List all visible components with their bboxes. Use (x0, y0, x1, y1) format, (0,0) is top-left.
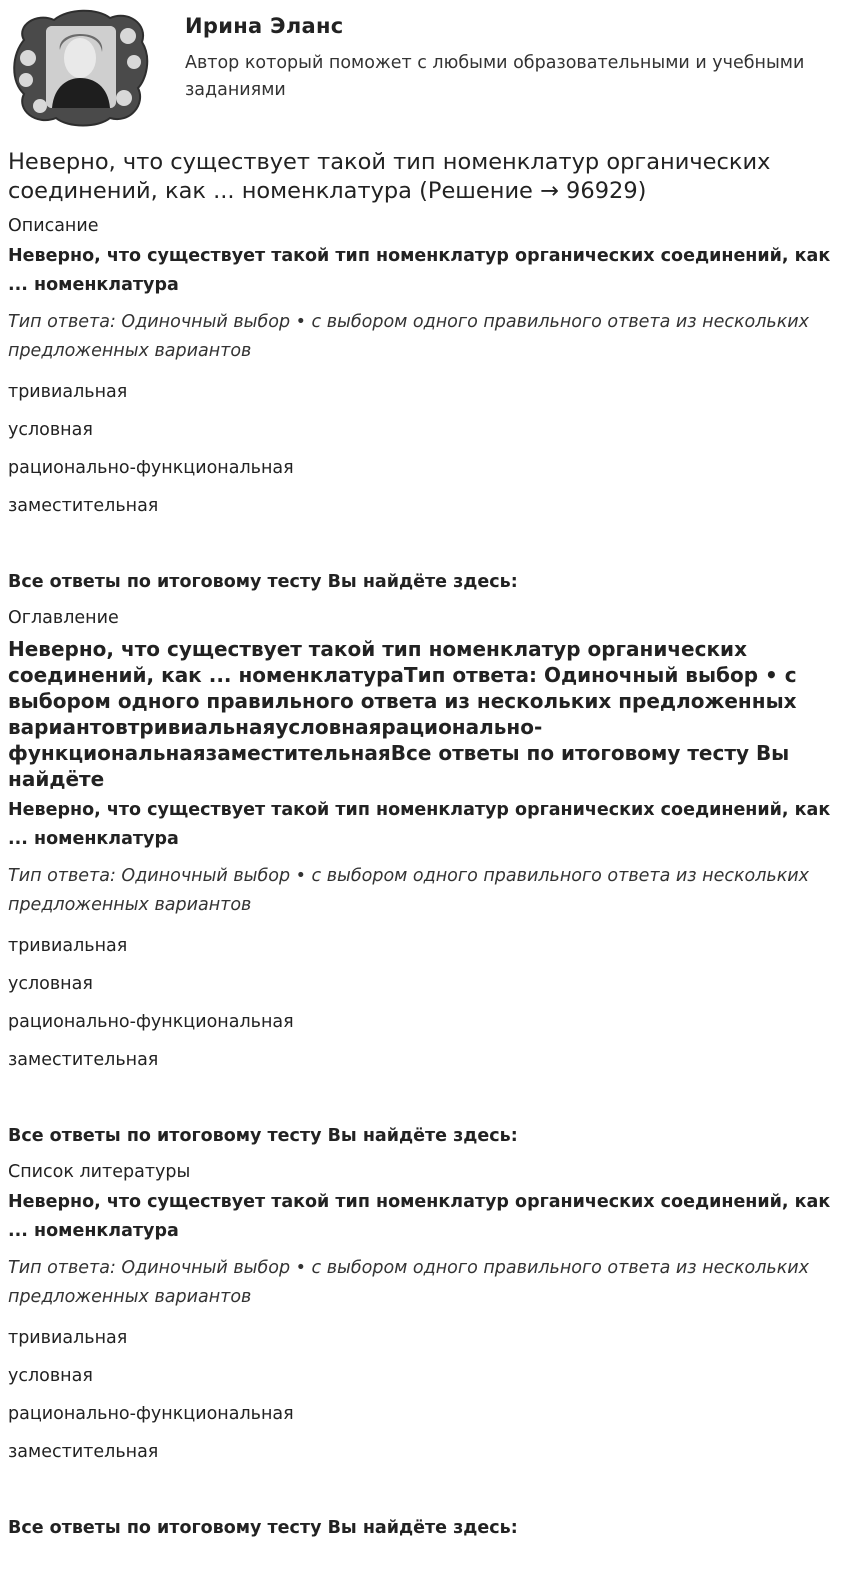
author-description: Автор который поможет с любыми образовательными и учебными заданиями (185, 53, 805, 100)
description-answer-type: Тип ответа: Одиночный выбор • с выбором одного правильного ответа из нескольких предложенных вариантов (8, 312, 810, 361)
bibliography-options (8, 1326, 844, 1464)
toc-answer-type: Тип ответа: Одиночный выбор • с выбором одного правильного ответа из нескольких предложенных вариантов (8, 866, 810, 915)
option-item: заместительная (8, 496, 159, 516)
option-item: рационально-функциональная (8, 1012, 294, 1032)
page-title: Неверно, что существует такой тип номенклатур органических соединений, как ... номенклатура (Решение → 96929) (8, 149, 771, 204)
option-item: тривиальная (8, 1328, 128, 1348)
toc-heading: Неверно, что существует такой тип номенклатур органических соединений, как ... номенклатураТип ответа: Одиночный выбор • с выбором одного правильного ответа из нескольких предложенных вариантовтривиальнаяусловнаярационально-функциональнаязаместительнаяВсе ответы по итоговому тесту Вы найдёте (8, 637, 797, 791)
option-item: тривиальная (8, 936, 128, 956)
option-item: условная (8, 1366, 93, 1386)
description-options (8, 380, 844, 518)
author-name[interactable]: Ирина Эланс (185, 14, 344, 38)
bibliography-answers-link[interactable]: Все ответы по итоговому тесту Вы найдёте здесь: (8, 1518, 518, 1538)
option-item: тривиальная (8, 382, 128, 402)
toc-label: Оглавление (8, 608, 119, 628)
toc-question: Неверно, что существует такой тип номенклатур органических соединений, как ... номенклатура (8, 800, 831, 849)
description-question: Неверно, что существует такой тип номенклатур органических соединений, как ... номенклатура (8, 246, 831, 295)
author-photo-icon (6, 6, 152, 128)
toc-options (8, 934, 844, 1072)
option-item: заместительная (8, 1050, 159, 1070)
option-item: рационально-функциональная (8, 458, 294, 478)
main-content (8, 148, 844, 1540)
author-header (0, 0, 847, 140)
option-item: рационально-функциональная (8, 1404, 294, 1424)
bibliography-label: Список литературы (8, 1162, 191, 1182)
option-item: условная (8, 974, 93, 994)
description-answers-link[interactable]: Все ответы по итоговому тесту Вы найдёте здесь: (8, 572, 518, 592)
description-label: Описание (8, 216, 99, 236)
bibliography-question: Неверно, что существует такой тип номенклатур органических соединений, как ... номенклатура (8, 1192, 831, 1241)
option-item: условная (8, 420, 93, 440)
bibliography-answer-type: Тип ответа: Одиночный выбор • с выбором одного правильного ответа из нескольких предложенных вариантов (8, 1258, 810, 1307)
option-item: заместительная (8, 1442, 159, 1462)
toc-answers-link[interactable]: Все ответы по итоговому тесту Вы найдёте здесь: (8, 1126, 518, 1146)
author-avatar[interactable] (6, 6, 152, 128)
